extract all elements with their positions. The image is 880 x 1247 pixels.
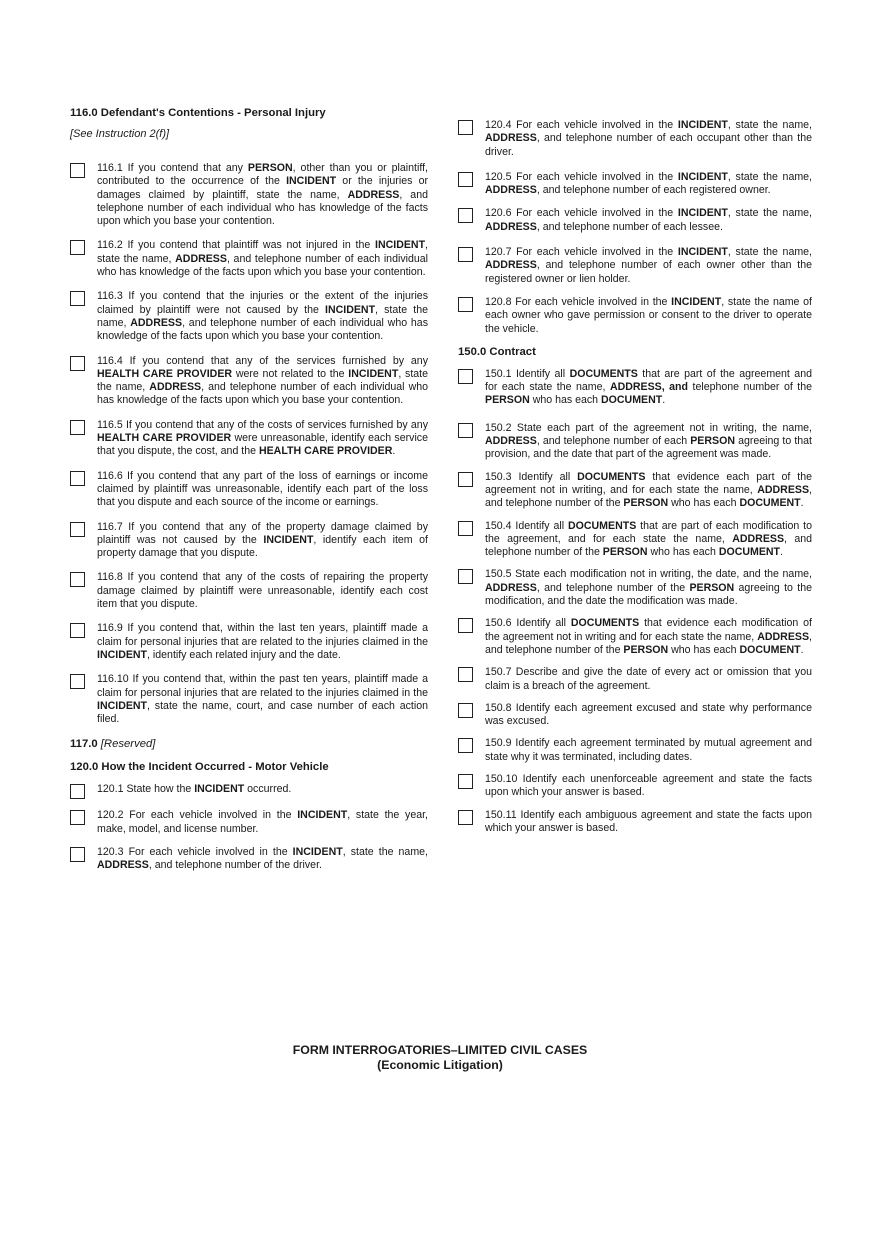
defined-term: ADDRESS (485, 184, 537, 197)
defined-term: PERSON (689, 581, 735, 594)
interrogatory-text (485, 471, 812, 511)
interrogatory-item (458, 617, 812, 657)
section-150-heading: 150.0 Contract (458, 345, 536, 358)
text-run: , and telephone number of each individual who has knowledge of the facts upon which you base your contention. (97, 381, 429, 407)
defined-term: PERSON (247, 162, 293, 174)
defined-term: DOCUMENT (739, 643, 801, 656)
defined-term: INCIDENT (297, 809, 348, 822)
text-run: 120.1 State how the (97, 783, 195, 796)
text-run: 150.1 Identify all (485, 367, 570, 380)
interrogatory-item (70, 355, 428, 408)
text-run: 116.2 If you contend that plaintiff was not injured in the (97, 239, 376, 252)
defined-term: HEALTH CARE PROVIDER (97, 367, 233, 380)
text-run: , and telephone number of each (536, 435, 691, 448)
defined-term: PERSON (623, 497, 669, 510)
text-run: 120.5 For each vehicle involved in the (485, 170, 678, 183)
defined-term: INCIDENT (97, 648, 148, 661)
interrogatory-checkbox[interactable] (70, 522, 85, 537)
text-run: , state the name, (97, 367, 428, 394)
defined-term: ADDRESS (347, 188, 400, 201)
defined-term: PERSON (690, 435, 735, 448)
text-run: 116.7 If you contend that any of the property damage claimed by plaintiff was not caused by the (97, 520, 428, 546)
defined-term: ADDRESS (485, 220, 537, 233)
interrogatory-checkbox[interactable] (70, 784, 85, 799)
text-run: , and telephone number of each individual who has knowledge of the facts upon which you base your contention. (97, 316, 428, 343)
interrogatory-checkbox[interactable] (458, 472, 473, 487)
text-run: 150.3 Identify all (485, 470, 578, 483)
defined-term: ADDRESS (97, 859, 149, 872)
text-run: 150.5 State each modification not in writing, the date, and the name, (485, 568, 812, 581)
text-run: 116.8 If you contend that any of the costs of repairing the property damage claimed by plaintiff were unreasonable, identify each cost item that you dispute. (97, 571, 428, 611)
text-run: 150.6 Identify all (485, 617, 571, 630)
text-run: 150.7 Describe and give the date of every act or omission that you claim is a breach of the agreement. (485, 666, 812, 692)
defined-term: ADDRESS (757, 630, 810, 643)
section-120-continued-items (458, 119, 812, 336)
text-run: that evidence each modification of the agreement not in writing and for each state the name, (485, 617, 812, 643)
defined-term: DOCUMENTS (570, 617, 640, 630)
text-run: , identify each related injury and the date. (147, 648, 341, 661)
text-run: , and telephone number of the driver. (148, 859, 322, 872)
interrogatory-text (485, 617, 812, 657)
defined-term: HEALTH CARE PROVIDER (97, 432, 232, 445)
interrogatory-text (485, 702, 812, 729)
text-run: , and telephone number of the (485, 630, 812, 656)
form-subtitle: (Economic Litigation) (377, 1058, 503, 1072)
text-run: 120.3 For each vehicle involved in the (97, 845, 293, 858)
text-run: . (392, 445, 396, 458)
interrogatory-text (485, 296, 812, 336)
interrogatory-checkbox[interactable] (70, 240, 85, 255)
text-run: , state the name, (727, 207, 812, 220)
interrogatory-text (485, 666, 812, 693)
interrogatory-checkbox[interactable] (458, 297, 473, 312)
defined-term: PERSON (623, 643, 669, 656)
interrogatory-text (485, 368, 812, 408)
interrogatory-text (485, 520, 812, 560)
interrogatory-text (97, 239, 428, 279)
interrogatory-text (485, 568, 812, 608)
defined-term: ADDRESS (485, 259, 537, 272)
text-run: who has each (529, 394, 602, 407)
defined-term: DOCUMENT (718, 546, 781, 559)
text-run: agreeing to that provision, and the date that part of the agreement was made. (485, 435, 812, 461)
interrogatory-checkbox[interactable] (458, 569, 473, 584)
text-run: , state the name, (727, 119, 812, 131)
text-run: or the injuries or damages claimed by plaintiff, state the name, (97, 175, 428, 201)
text-run: 120.8 For each vehicle involved in the (485, 295, 672, 308)
interrogatory-checkbox[interactable] (70, 356, 85, 371)
interrogatory-item (70, 162, 428, 228)
defined-term: INCIDENT (97, 699, 148, 712)
interrogatory-item (458, 471, 812, 511)
text-run: , state the year, make, model, and license number. (97, 809, 429, 835)
defined-term: ADDRESS (485, 132, 537, 145)
interrogatory-text (97, 571, 428, 611)
interrogatory-item (458, 422, 812, 462)
text-run: , and telephone number of each occupant other than the driver. (485, 132, 812, 158)
text-run: that evidence each part of the agreement not in writing, and for each state the name, (485, 470, 812, 496)
text-run: who has each (668, 497, 740, 510)
interrogatory-text (97, 355, 428, 408)
defined-term: ADDRESS (130, 316, 183, 329)
interrogatory-item (458, 809, 812, 836)
text-run: , state the name, (97, 239, 428, 265)
text-run: 116.1 If you contend that any (97, 162, 248, 174)
defined-term: INCIDENT (194, 783, 245, 796)
text-run: , and telephone number of the (485, 532, 812, 559)
defined-term: INCIDENT (375, 239, 426, 252)
left-column (70, 106, 428, 873)
interrogatory-checkbox[interactable] (458, 618, 473, 633)
defined-term: INCIDENT (677, 119, 728, 131)
text-run: were unreasonable, identify each service that you dispute, the cost, and the (97, 432, 428, 458)
text-run: . (800, 643, 804, 656)
defined-term: DOCUMENT (601, 394, 663, 407)
interrogatory-item (70, 846, 428, 873)
text-run: who has each (668, 643, 740, 656)
interrogatory-checkbox[interactable] (70, 810, 85, 825)
text-run: 116.4 If you contend that any of the services furnished by any (97, 354, 428, 367)
interrogatory-text (485, 737, 812, 764)
interrogatory-checkbox[interactable] (458, 172, 473, 187)
defined-term: INCIDENT (286, 175, 337, 188)
text-run: 150.2 State each part of the agreement not in writing, the name, (485, 421, 812, 434)
text-run: that are part of the agreement and for each state the name, (485, 367, 812, 394)
form-footer (0, 1043, 880, 1073)
text-run: 116.5 If you contend that any of the costs of services furnished by any (97, 418, 428, 431)
defined-term: ADDRESS (149, 381, 202, 394)
text-run: 116.6 If you contend that any part of the loss of earnings or income claimed by plaintiff was unreasonable, identify each part of the loss that you dispute and each source of the income or earnings. (97, 469, 428, 509)
defined-term: ADDRESS (175, 252, 227, 265)
section-117-reserved: [Reserved] (100, 738, 156, 751)
interrogatory-checkbox[interactable] (70, 572, 85, 587)
interrogatory-checkbox[interactable] (458, 369, 473, 384)
text-run: 150.8 Identify each agreement excused and state why performance was excused. (485, 701, 812, 728)
interrogatory-checkbox[interactable] (458, 667, 473, 682)
interrogatory-item (70, 470, 428, 510)
interrogatory-checkbox[interactable] (70, 420, 85, 435)
section-116-instruction-note: [See Instruction 2(f)] (70, 128, 170, 140)
interrogatory-checkbox[interactable] (70, 623, 85, 638)
interrogatory-text (485, 171, 812, 198)
interrogatory-item (458, 666, 812, 693)
text-run: occurred. (244, 783, 292, 796)
interrogatory-item (458, 119, 812, 159)
interrogatory-checkbox[interactable] (70, 471, 85, 486)
interrogatory-checkbox[interactable] (70, 674, 85, 689)
defined-term: INCIDENT (677, 207, 728, 220)
defined-term: DOCUMENTS (577, 470, 646, 483)
defined-term: DOCUMENTS (567, 519, 637, 532)
defined-term: INCIDENT (677, 246, 728, 259)
text-run: who has each (647, 546, 719, 559)
text-run: , and telephone number of each lessee. (536, 220, 723, 233)
interrogatory-item (70, 239, 428, 279)
text-run: 116.10 If you contend that, within the past ten years, plaintiff made a claim for personal injuries that are related to the injuries claimed in the (97, 673, 428, 699)
interrogatory-text (485, 119, 812, 159)
defined-term: DOCUMENT (739, 497, 801, 510)
defined-term: INCIDENT (263, 533, 314, 546)
text-run: , and telephone number of each registered owner. (536, 184, 771, 197)
text-run: , and telephone number of each owner other than the registered owner or lien holder. (485, 259, 812, 285)
interrogatory-checkbox[interactable] (458, 247, 473, 262)
text-run: 120.2 For each vehicle involved in the (97, 809, 298, 822)
defined-term: DOCUMENTS (569, 367, 638, 380)
interrogatory-item (458, 171, 812, 198)
text-run: , identify each item of property damage that you dispute. (97, 533, 428, 560)
interrogatory-item (70, 290, 428, 343)
text-run: , and telephone number of the (536, 581, 690, 594)
interrogatory-text (97, 162, 428, 228)
interrogatory-text (97, 673, 428, 726)
defined-term: ADDRESS (485, 581, 537, 594)
interrogatory-checkbox[interactable] (458, 521, 473, 536)
interrogatory-checkbox[interactable] (70, 163, 85, 178)
text-run: 150.11 Identify each ambiguous agreement and state the facts upon which your answer is based. (485, 808, 812, 834)
text-run: were not related to the (232, 367, 349, 380)
text-run: , state the name, (342, 845, 428, 858)
interrogatory-item (70, 673, 428, 726)
interrogatory-item (70, 783, 428, 799)
interrogatory-checkbox[interactable] (70, 291, 85, 306)
text-run: 150.10 Identify each unenforceable agreement and state the facts upon which your answer is based. (485, 772, 812, 799)
defined-term: INCIDENT (292, 845, 343, 858)
defined-term: ADDRESS (485, 435, 537, 448)
interrogatory-text (97, 521, 428, 561)
interrogatory-text (97, 470, 428, 510)
interrogatory-item (70, 571, 428, 611)
defined-term: INCIDENT (348, 367, 399, 380)
text-run: , and telephone number of the (485, 483, 812, 510)
text-run: , state the name of each owner who gave permission or consent to the driver to operate the vehicle. (485, 295, 812, 335)
defined-term: HEALTH CARE PROVIDER (258, 445, 393, 458)
defined-term: ADDRESS (757, 483, 810, 496)
defined-term: PERSON (485, 394, 530, 407)
text-run: 116.9 If you contend that, within the last ten years, plaintiff made a claim for personal injuries that are related to the injuries claimed in the (97, 622, 428, 648)
interrogatory-checkbox[interactable] (458, 810, 473, 825)
interrogatory-checkbox[interactable] (458, 120, 473, 135)
text-run: , state the name, (727, 246, 812, 259)
text-run: , and telephone number of each individual who has knowledge of the facts upon which you base your contention. (97, 188, 428, 228)
section-116-heading: 116.0 Defendant's Contentions - Personal Injury (70, 107, 326, 119)
interrogatory-checkbox[interactable] (458, 774, 473, 789)
text-run: . (662, 394, 666, 407)
form-title: FORM INTERROGATORIES–LIMITED CIVIL CASES (292, 1043, 588, 1057)
interrogatory-text (485, 246, 812, 286)
interrogatory-text (485, 809, 812, 836)
defined-term: PERSON (602, 546, 648, 559)
text-run: telephone number of the (688, 381, 812, 394)
interrogatory-item (458, 296, 812, 336)
interrogatory-text (97, 846, 428, 873)
interrogatory-item (458, 568, 812, 608)
interrogatory-item (70, 622, 428, 662)
interrogatory-item (458, 737, 812, 764)
interrogatory-item (458, 368, 812, 408)
text-run: 150.9 Identify each agreement terminated by mutual agreement and state why it was terminated, including dates. (485, 737, 812, 763)
interrogatory-text (485, 207, 812, 234)
interrogatory-checkbox[interactable] (70, 847, 85, 862)
interrogatory-checkbox[interactable] (458, 208, 473, 223)
text-run: 120.7 For each vehicle involved in the (485, 246, 678, 259)
text-run: agreeing to the modification, and the date the modification was made. (485, 581, 812, 608)
interrogatory-text (97, 290, 428, 343)
defined-term: INCIDENT (671, 295, 722, 308)
interrogatory-text (485, 422, 812, 462)
defined-term: INCIDENT (677, 170, 728, 183)
section-120-items (70, 783, 428, 872)
text-run: 120.4 For each vehicle involved in the (485, 119, 678, 131)
interrogatory-text (97, 809, 428, 836)
text-run: that are part of each modification to the agreement, and for each state the name, (485, 519, 812, 545)
interrogatory-item (458, 702, 812, 729)
section-117-heading (70, 737, 428, 751)
text-run: , other than you or plaintiff, contributed to the occurrence of the (97, 162, 428, 188)
text-run: , and telephone number of each individual who has knowledge of the facts upon which you base your contention. (97, 252, 429, 279)
defined-term: ADDRESS, and (609, 381, 689, 394)
interrogatory-item (70, 521, 428, 561)
interrogatory-text (97, 419, 428, 459)
section-120-heading: 120.0 How the Incident Occurred - Motor Vehicle (70, 761, 329, 774)
text-run: 116.3 If you contend that the injuries or the extent of the injuries claimed by plaintiff were not caused by the (97, 290, 428, 316)
text-run: 150.4 Identify all (485, 519, 568, 532)
interrogatory-checkbox[interactable] (458, 423, 473, 438)
section-150-items (458, 368, 812, 835)
text-run: , state the name, court, and case number of each action filed. (97, 699, 428, 726)
defined-term: INCIDENT (325, 303, 376, 316)
right-column (458, 109, 812, 835)
section-116-items (70, 162, 428, 726)
interrogatory-item (458, 207, 812, 234)
interrogatory-text (97, 783, 428, 796)
interrogatory-text (97, 622, 428, 662)
text-run: , state the name, (97, 303, 428, 329)
interrogatory-item (458, 246, 812, 286)
text-run: . (780, 546, 783, 559)
interrogatory-item (458, 520, 812, 560)
text-run: , state the name, (727, 170, 812, 183)
interrogatory-item (70, 419, 428, 459)
section-117-number: 117.0 (70, 738, 101, 751)
defined-term: ADDRESS (732, 532, 785, 545)
text-run: 120.6 For each vehicle involved in the (485, 207, 678, 220)
interrogatory-item (458, 773, 812, 800)
interrogatory-text (485, 773, 812, 800)
interrogatory-checkbox[interactable] (458, 738, 473, 753)
text-run: . (800, 497, 804, 510)
interrogatory-item (70, 809, 428, 836)
interrogatory-checkbox[interactable] (458, 703, 473, 718)
